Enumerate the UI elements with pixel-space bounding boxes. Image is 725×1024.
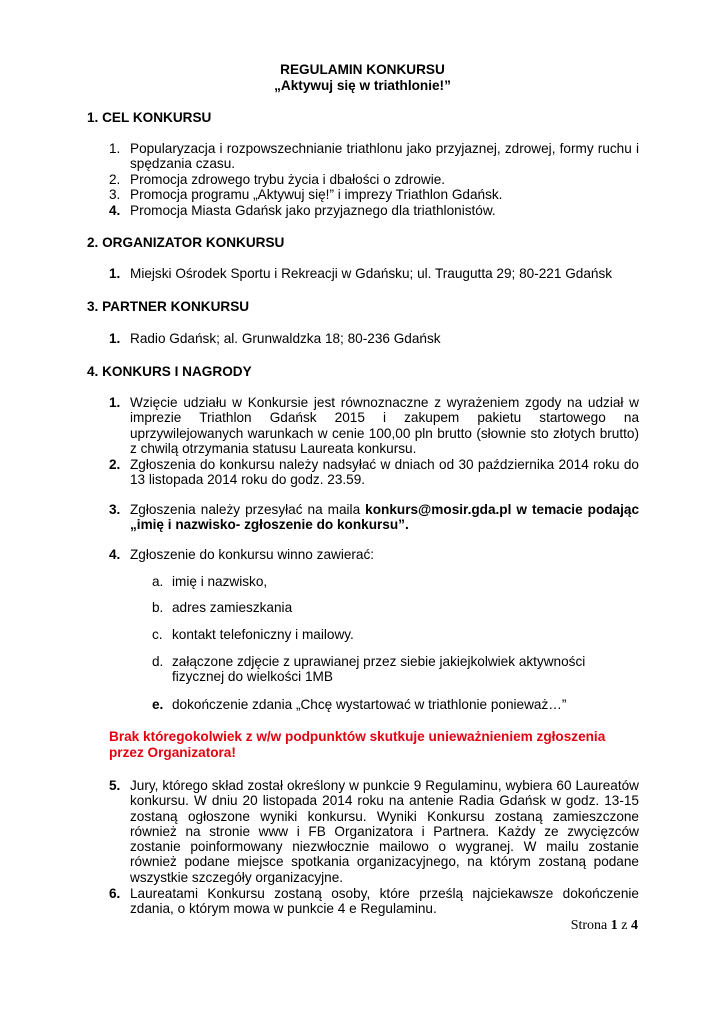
- sub-list-item: [152, 654, 640, 685]
- sub-list-item: [152, 697, 640, 712]
- section-heading-organizator: 2. ORGANIZATOR KONKURSU: [87, 235, 285, 250]
- list-item: [109, 457, 639, 488]
- list-item-number: 3.: [109, 502, 121, 517]
- list-item-text: Radio Gdańsk; al. Grunwaldzka 18; 80-236 Gdańsk: [130, 331, 441, 346]
- list-item-text-plain: Zgłoszenia należy przesyłać na maila: [130, 502, 366, 517]
- list-item-text: Laureatami Konkursu zostaną osoby, które prześlą najciekawsze dokończenie zdania, o którym mowa w punkcie 4 e Regulaminu.: [130, 886, 639, 917]
- list-item-number: 5.: [109, 778, 121, 793]
- sub-list-item-text: imię i nazwisko,: [172, 574, 268, 589]
- list-item-number: 1.: [109, 141, 121, 156]
- section-heading-partner: 3. PARTNER KONKURSU: [87, 299, 250, 314]
- footer-of: z: [621, 918, 628, 933]
- list-item-text: Miejski Ośrodek Sportu i Rekreacji w Gdańsku; ul. Traugutta 29; 80-221 Gdańsk: [130, 266, 613, 281]
- list-item: [109, 141, 639, 172]
- sub-list-item: [152, 627, 640, 642]
- list-item-number: 6.: [109, 886, 121, 901]
- warning-notice: Brak któregokolwiek z w/w podpunktów skutkuje unieważnieniem zgłoszenia przez Organizatora!: [109, 729, 606, 760]
- list-item: [109, 203, 639, 218]
- section-heading-cel: 1. CEL KONKURSU: [87, 110, 212, 125]
- list-item-text: Promocja Miasta Gdańsk jako przyjaznego dla triathlonistów.: [130, 203, 496, 218]
- page-footer: [571, 918, 638, 934]
- section-heading-konkurs: 4. KONKURS I NAGRODY: [87, 364, 252, 379]
- list-item-number: 2.: [109, 457, 121, 472]
- list-item: [109, 266, 639, 281]
- footer-label: Strona: [570, 918, 608, 933]
- list-item-number: 1.: [109, 266, 121, 281]
- sub-list-item-text: adres zamieszkania: [172, 600, 293, 615]
- list-item-number: 2.: [109, 172, 121, 187]
- list-item: [109, 395, 639, 456]
- sub-list-item: [152, 574, 640, 589]
- list-item: [109, 547, 639, 562]
- list-item-number: 3.: [109, 187, 121, 202]
- sub-list-item-letter: a.: [152, 574, 164, 589]
- list-item: [109, 187, 639, 202]
- sub-list-item-letter: d.: [152, 654, 164, 669]
- list-item-text: [130, 502, 639, 533]
- list-item-text: Promocja zdrowego trybu życia i dbałości o zdrowie.: [130, 172, 446, 187]
- sub-list-item-text: załączone zdjęcie z uprawianej przez siebie jakiejkolwiek aktywności fizycznej do wielkości 1MB: [172, 654, 586, 685]
- list-item: [109, 172, 639, 187]
- document-subtitle: „Aktywuj się w triathlonie!”: [274, 78, 451, 93]
- email-link[interactable]: konkurs@mosir.gda.pl w temacie podając „imię i nazwisko- zgłoszenie do konkursu”.: [130, 502, 640, 533]
- sub-list-item-letter: c.: [152, 627, 163, 642]
- list-item-text: Zgłoszenie do konkursu winno zawierać:: [130, 547, 375, 562]
- list-item-text: Wzięcie udziału w Konkursie jest równoznaczne z wyrażeniem zgody na udział w imprezie Triathlon Gdańsk 2015 i zakupem pakietu startowego na uprzywilejowanych warunkach w cenie 100,00 pln brutto (słownie sto złotych brutto) z chwilą otrzymania statusu Laureata konkursu.: [130, 395, 639, 456]
- sub-list-item-text: dokończenie zdania „Chcę wystartować w triathlonie ponieważ…”: [172, 697, 567, 712]
- footer-total-pages: 4: [631, 918, 638, 933]
- list-item-number: 1.: [109, 331, 121, 346]
- sub-list-item-letter: b.: [152, 600, 164, 615]
- list-item-number: 1.: [109, 395, 121, 410]
- document-title: REGULAMIN KONKURSU: [280, 62, 445, 77]
- list-item: [109, 886, 639, 917]
- list-item-text: Popularyzacja i rozpowszechnianie triathlonu jako przyjaznej, zdrowej, formy ruchu i spędzania czasu.: [130, 141, 639, 172]
- list-item-text: Promocja programu „Aktywuj się!” i imprezy Triathlon Gdańsk.: [130, 187, 503, 202]
- footer-page-number: 1: [610, 918, 618, 933]
- list-item: [109, 331, 639, 346]
- list-item-number: 4.: [109, 203, 121, 218]
- sub-list-item-text: kontakt telefoniczny i mailowy.: [172, 627, 354, 642]
- sub-list-item-letter: e.: [152, 697, 164, 712]
- list-item-text: Zgłoszenia do konkursu należy nadsyłać w dniach od 30 października 2014 roku do 13 listopada 2014 roku do godz. 23.59.: [130, 457, 639, 488]
- list-item: [109, 778, 639, 885]
- list-item: [109, 502, 639, 533]
- sub-list-item: [152, 600, 640, 615]
- list-item-number: 4.: [109, 547, 121, 562]
- list-item-text: Jury, którego skład został określony w punkcie 9 Regulaminu, wybiera 60 Laureatów konkursu. W dniu 20 listopada 2014 roku na antenie Radia Gdańsk w godz. 13-15 zostaną ogłoszone wyniki konkursu. Wyniki Konkursu zostaną zamieszczone również na stronie www i FB Organizatora i Partnera. Każdy ze zwycięzców zostanie poinformowany niezwłocznie mailowo o wygranej. W mailu zostanie również podane miejsce spotkania organizacyjnego, na którym zostaną podane wszystkie szczegóły organizacyjne.: [130, 778, 639, 885]
